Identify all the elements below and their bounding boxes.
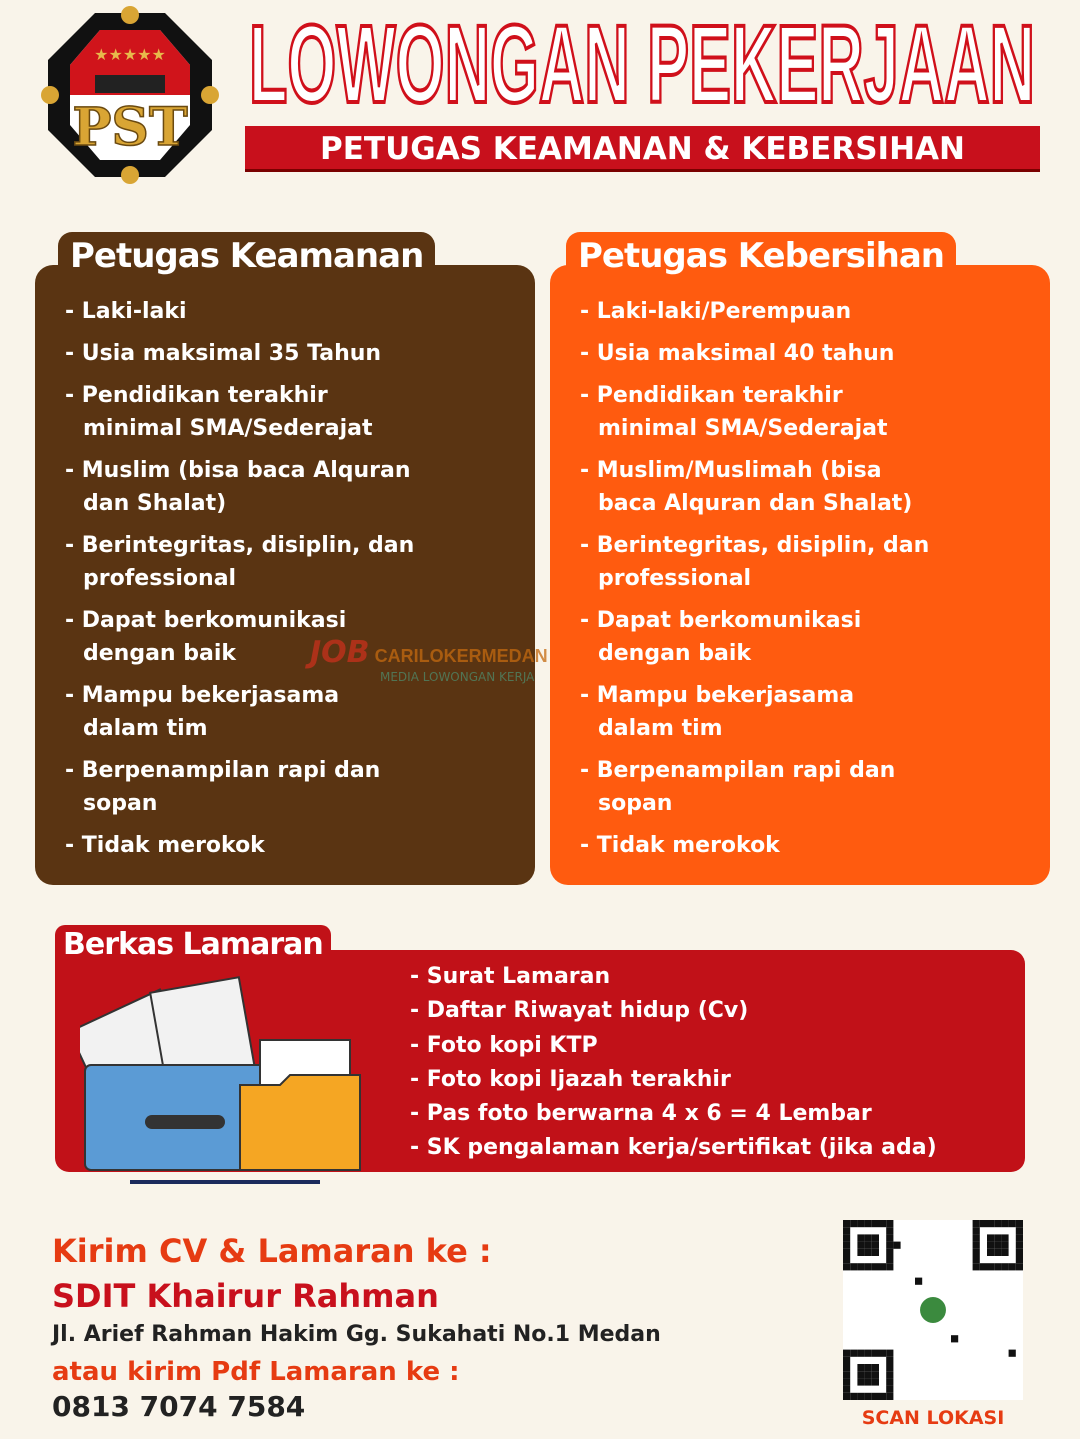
- phone-number[interactable]: 0813 7074 7584: [52, 1390, 306, 1423]
- page-title-text: LOWONGAN PEKERJAAN: [249, 3, 1035, 117]
- list-item: - Foto kopi Ijazah terakhir: [410, 1066, 731, 1092]
- list-item: - Laki-laki/Perempuan: [580, 299, 852, 324]
- pdf-label: atau kirim Pdf Lamaran ke :: [52, 1357, 460, 1387]
- list-item: - Pas foto berwarna 4 x 6 = 4 Lembar: [410, 1101, 872, 1127]
- qr-label: SCAN LOKASI: [861, 1407, 1005, 1429]
- svg-text:PST: PST: [72, 97, 188, 158]
- page-title: [245, 2, 1040, 117]
- list-item: - SK pengalaman kerja/sertifikat (jika ada): [410, 1135, 937, 1161]
- list-item: - Tidak merokok: [580, 833, 780, 858]
- watermark: [310, 635, 590, 684]
- school-name: SDIT Khairur Rahman: [52, 1277, 439, 1315]
- list-item: - Muslim/Muslimah (bisa baca Alquran dan Shalat): [580, 458, 913, 516]
- list-item: - Berintegritas, disiplin, dan professional: [65, 533, 415, 591]
- list-item: - Laki-laki: [65, 299, 187, 324]
- list-item: - Surat Lamaran: [410, 964, 611, 989]
- watermark-tagline: MEDIA LOWONGAN KERJA: [380, 670, 535, 684]
- list-item: - Usia maksimal 40 tahun: [580, 341, 895, 366]
- documents-list: [410, 960, 1020, 1166]
- folder-documents-icon: [80, 965, 380, 1190]
- pst-logo: [40, 5, 220, 185]
- svg-text:★★★★★: ★★★★★: [94, 45, 166, 64]
- security-requirements-list: [65, 295, 515, 862]
- security-heading: Petugas Keamanan: [58, 232, 435, 284]
- list-item: - Mampu bekerjasama dalam tim: [580, 683, 855, 741]
- security-card: [35, 265, 535, 885]
- list-item: - Pendidikan terakhir minimal SMA/Sederajat: [580, 383, 888, 441]
- watermark-badge: JOB: [310, 635, 370, 670]
- list-item: - Berintegritas, disiplin, dan professional: [580, 533, 930, 591]
- list-item: - Usia maksimal 35 Tahun: [65, 341, 382, 366]
- list-item: - Muslim (bisa baca Alquran dan Shalat): [65, 458, 411, 516]
- cleaning-heading: Petugas Kebersihan: [566, 232, 956, 284]
- cleaning-card: [550, 265, 1050, 885]
- address: Jl. Arief Rahman Hakim Gg. Sukahati No.1 Medan: [52, 1322, 661, 1347]
- list-item: - Dapat berkomunikasi dengan baik: [580, 608, 862, 666]
- qr-code[interactable]: [843, 1220, 1023, 1400]
- list-item: - Tidak merokok: [65, 833, 265, 858]
- send-label: Kirim CV & Lamaran ke :: [52, 1232, 492, 1270]
- cleaning-requirements-list: [580, 295, 1030, 862]
- documents-heading: Berkas Lamaran: [55, 925, 331, 971]
- list-item: - Foto kopi KTP: [410, 1032, 598, 1058]
- list-item: - Berpenampilan rapi dan sopan: [65, 758, 381, 816]
- list-item: - Daftar Riwayat hidup (Cv): [410, 998, 749, 1024]
- list-item: - Mampu bekerjasama dalam tim: [65, 683, 340, 741]
- page-subtitle: PETUGAS KEAMANAN & KEBERSIHAN: [245, 126, 1040, 172]
- list-item: - Dapat berkomunikasi dengan baik: [65, 608, 347, 666]
- list-item: - Pendidikan terakhir minimal SMA/Sederajat: [65, 383, 373, 441]
- list-item: - Berpenampilan rapi dan sopan: [580, 758, 896, 816]
- watermark-brand: CARILOKERMEDAN: [374, 646, 548, 666]
